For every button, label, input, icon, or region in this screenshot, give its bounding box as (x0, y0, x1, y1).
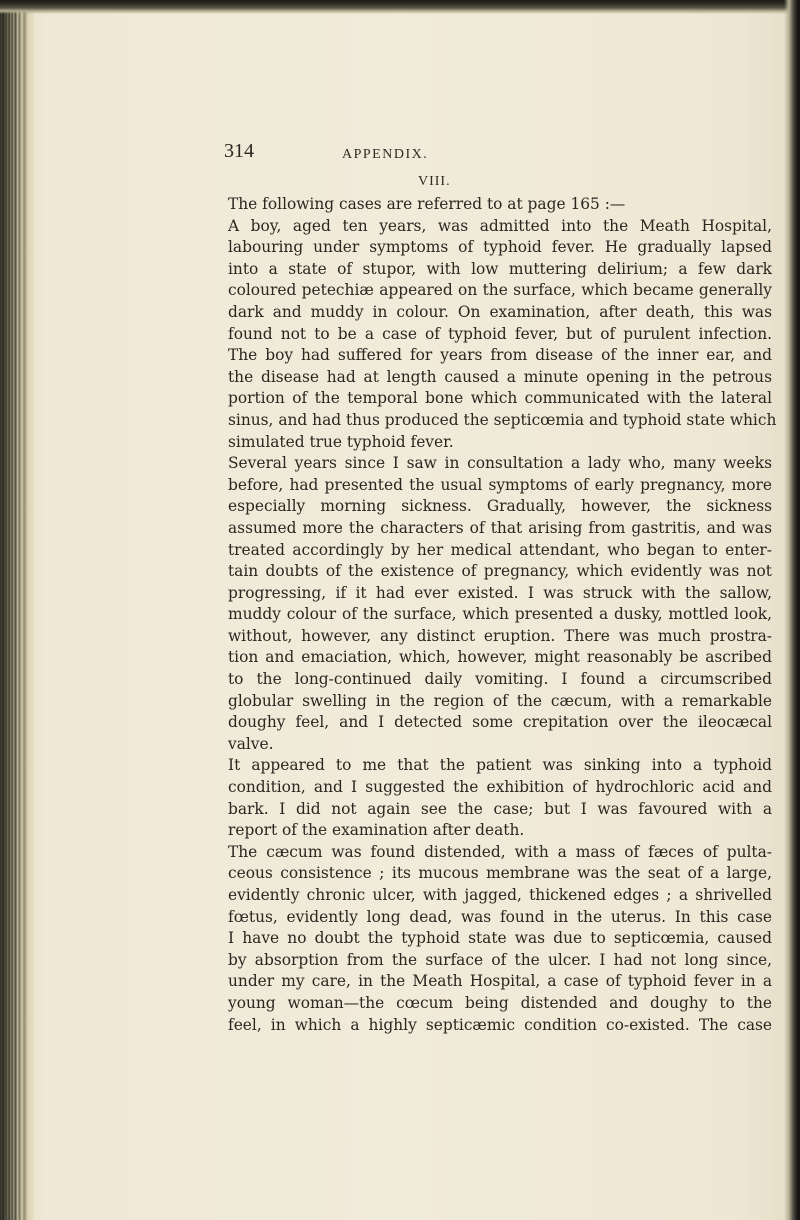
text-line: The cæcum was found distended, with a mass of fæces of pulta- (228, 842, 772, 861)
text-line: young woman—the cœcum being distended and doughy to the (228, 993, 772, 1012)
text-line: progressing, if it had ever existed. I was struck with the sallow, (228, 583, 772, 602)
text-line: The following cases are referred to at page 165 :— (228, 195, 626, 213)
text-line: assumed more the characters of that arising from gastritis, and was (228, 518, 772, 537)
text-line: tion and emaciation, which, however, might reasonably be ascribed (228, 648, 772, 667)
text-line: before, had presented the usual symptoms of early pregnancy, more (228, 475, 772, 494)
text-line: report of the examination after death. (228, 821, 525, 840)
text-line: dark and muddy in colour. On examination, after death, this was (228, 302, 772, 321)
text-line: evidently chronic ulcer, with jagged, thickened edges ; a shrivelled (228, 886, 772, 904)
book-top-edge (0, 0, 800, 14)
text-line: simulated true typhoid fever. (228, 432, 454, 451)
text-line: fœtus, evidently long dead, was found in the uterus. In this case (228, 907, 772, 926)
text-line: sinus, and had thus produced the septicœmia and typhoid state which (228, 410, 777, 429)
text-line: portion of the temporal bone which communicated with the lateral (228, 389, 772, 408)
text-line: feel, in which a highly septicæmic condition co-existed. The case (228, 1015, 772, 1034)
text-line: It appeared to me that the patient was sinking into a typhoid (228, 756, 772, 775)
section-numeral: VIII. (418, 174, 451, 189)
text-line: globular swelling in the region of the cæcum, with a remarkable (228, 691, 772, 710)
page-header (0, 140, 800, 170)
text-line: tain doubts of the existence of pregnancy, which evidently was not (228, 562, 772, 581)
book-binding-left-edge (0, 0, 34, 1220)
text-line: by absorption from the surface of the ulcer. I had not long since, (228, 950, 772, 969)
text-line: treated accordingly by her medical attendant, who began to enter- (228, 540, 772, 559)
text-line: bark. I did not again see the case; but I was favoured with a (228, 799, 772, 818)
text-line: valve. (228, 734, 274, 753)
text-line: I have no doubt the typhoid state was due to septicœmia, caused (228, 929, 772, 948)
text-line: muddy colour of the surface, which presented a dusky, mottled look, (228, 605, 772, 624)
text-line: found not to be a case of typhoid fever, but of purulent infection. (228, 324, 772, 343)
text-line: ceous consistence ; its mucous membrane was the seat of a large, (228, 864, 772, 883)
text-line: doughy feel, and I detected some crepitation over the ileocæcal (228, 713, 772, 732)
text-line: labouring under symptoms of typhoid fever. He gradually lapsed (228, 238, 772, 257)
text-line: The boy had suffered for years from disease of the inner ear, and (228, 346, 772, 365)
text-line: especially morning sickness. Gradually, however, the sickness (228, 497, 772, 516)
body-text (228, 194, 777, 1036)
text-line: into a state of stupor, with low muttering delirium; a few dark (228, 259, 772, 278)
text-line: without, however, any distinct eruption. There was much prostra- (228, 626, 772, 645)
text-line: under my care, in the Meath Hospital, a case of typhoid fever in a (228, 972, 772, 991)
text-line: to the long-continued daily vomiting. I found a circumscribed (228, 670, 772, 689)
text-line: Several years since I saw in consultation a lady who, many weeks (228, 454, 772, 473)
text-line: coloured petechiæ appeared on the surface, which became generally (228, 281, 772, 300)
running-head: APPENDIX. (342, 147, 429, 162)
text-line: the disease had at length caused a minute opening in the petrous (228, 367, 772, 386)
book-right-edge (784, 0, 800, 1220)
page-number: 314 (224, 140, 254, 162)
text-line: A boy, aged ten years, was admitted into the Meath Hospital, (228, 216, 772, 235)
text-line: condition, and I suggested the exhibition of hydrochloric acid and (228, 778, 772, 797)
